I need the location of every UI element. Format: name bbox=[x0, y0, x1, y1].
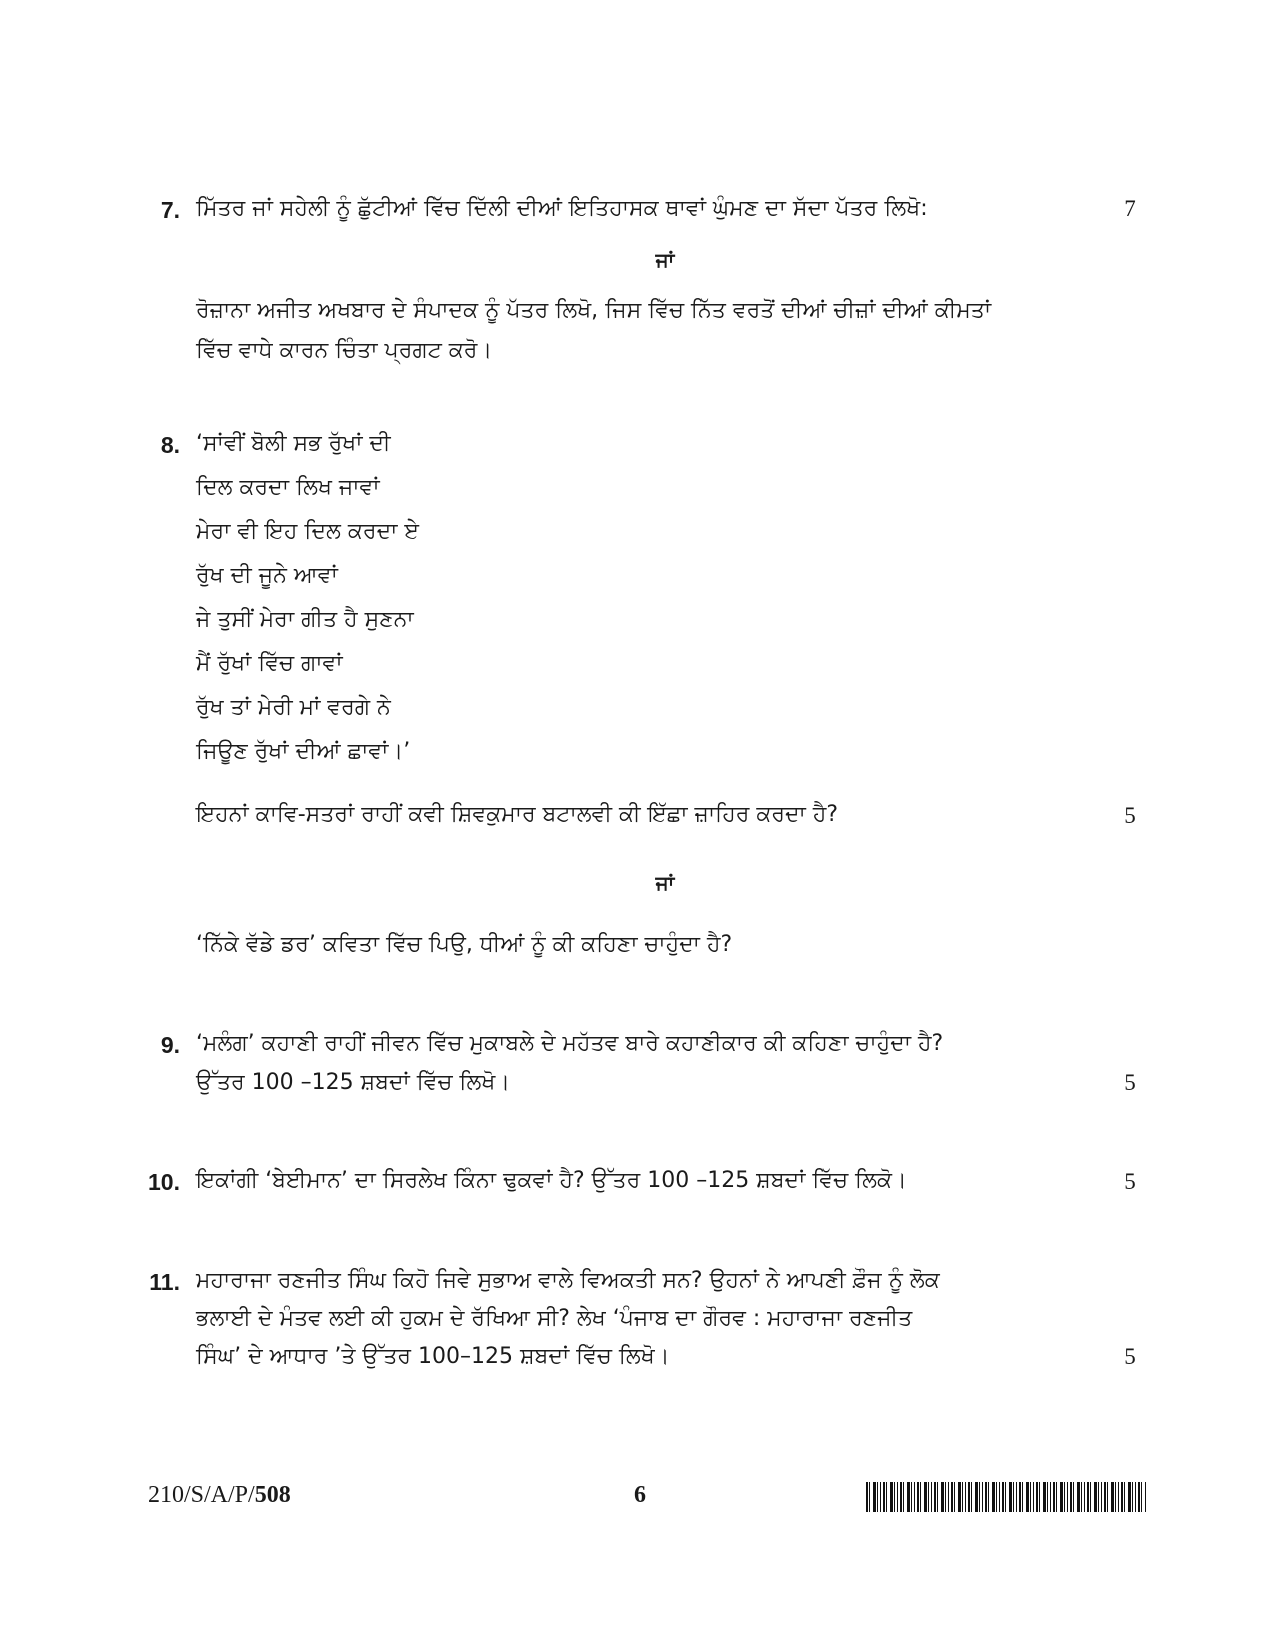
question-number-9: 9. bbox=[160, 1032, 180, 1058]
question-10-text: ਇਕਾਂਗੀ ‘ਬੇਈਮਾਨ’ ਦਾ ਸਿਰਲੇਖ ਕਿੰਨਾ ਢੁਕਵਾਂ ਹੈ? ਉੱਤਰ 100 –125 ਸ਼ਬਦਾਂ ਵਿੱਚ ਲਿਕੋ। bbox=[196, 1168, 907, 1193]
question-8-poem-line-3: ਮੇਰਾ ਵੀ ਇਹ ਦਿਲ ਕਰਦਾ ਏ bbox=[196, 519, 420, 544]
question-7-text: ਮਿੱਤਰ ਜਾਂ ਸਹੇਲੀ ਨੂੰ ਛੁੱਟੀਆਂ ਵਿੱਚ ਦਿੱਲੀ ਦੀਆਂ ਇਤਿਹਾਸਕ ਥਾਵਾਂ ਘੁੰਮਣ ਦਾ ਸੱਦਾ ਪੱਤਰ ਲਿਖੋ: bbox=[196, 196, 928, 221]
question-9-line-2: ਉੱਤਰ 100 –125 ਸ਼ਬਦਾਂ ਵਿੱਚ ਲਿਖੋ। bbox=[196, 1070, 511, 1095]
question-8-poem-line-5: ਜੇ ਤੁਸੀਂ ਮੇਰਾ ਗੀਤ ਹੈ ਸੁਣਨਾ bbox=[196, 607, 414, 632]
page-number: 6 bbox=[634, 1482, 646, 1508]
question-9-marks: 5 bbox=[1124, 1070, 1136, 1095]
paper-code-prefix: 210/S/A/P/ bbox=[148, 1482, 255, 1508]
question-8-alt-text: ‘ਨਿੱਕੇ ਵੱਡੇ ਡਰ’ ਕਵਿਤਾ ਵਿੱਚ ਪਿਉ, ਧੀਆਂ ਨੂੰ ਕੀ ਕਹਿਣਾ ਚਾਹੁੰਦਾ ਹੈ? bbox=[196, 932, 733, 957]
question-8-poem-line-7: ਰੁੱਖ ਤਾਂ ਮੇਰੀ ਮਾਂ ਵਰਗੇ ਨੇ bbox=[196, 695, 391, 720]
question-8-poem-line-8: ਜਿਊਣ ਰੁੱਖਾਂ ਦੀਆਂ ਛਾਵਾਂ।’ bbox=[196, 739, 411, 764]
question-number-7: 7. bbox=[160, 197, 180, 223]
question-8-poem-line-4: ਰੁੱਖ ਦੀ ਜੂਨੇ ਆਵਾਂ bbox=[196, 563, 338, 588]
question-8-poem-line-2: ਦਿਲ ਕਰਦਾ ਲਿਖ ਜਾਵਾਂ bbox=[196, 475, 380, 500]
question-11-line-3: ਸਿੰਘ’ ਦੇ ਆਧਾਰ ’ਤੇ ਉੱਤਰ 100–125 ਸ਼ਬਦਾਂ ਵਿੱਚ ਲਿਖੋ। bbox=[196, 1344, 670, 1369]
question-7-alt-line-2: ਵਿੱਚ ਵਾਧੇ ਕਾਰਨ ਚਿੰਤਾ ਪ੍ਰਗਟ ਕਰੋ। bbox=[196, 338, 493, 363]
question-10-marks: 5 bbox=[1124, 1169, 1136, 1194]
question-7-marks: 7 bbox=[1124, 196, 1136, 221]
question-7-alt-line-1: ਰੋਜ਼ਾਨਾ ਅਜੀਤ ਅਖਬਾਰ ਦੇ ਸੰਪਾਦਕ ਨੂੰ ਪੱਤਰ ਲਿਖੋ, ਜਿਸ ਵਿੱਚ ਨਿੱਤ ਵਰਤੋਂ ਦੀਆਂ ਚੀਜ਼ਾਂ ਦੀਆਂ ਕੀਮਤਾਂ bbox=[196, 298, 992, 323]
question-9-line-1: ‘ਮਲੰਗ’ ਕਹਾਣੀ ਰਾਹੀਂ ਜੀਵਨ ਵਿੱਚ ਮੁਕਾਬਲੇ ਦੇ ਮਹੱਤਵ ਬਾਰੇ ਕਹਾਣੀਕਾਰ ਕੀ ਕਹਿਣਾ ਚਾਹੁੰਦਾ ਹੈ? bbox=[196, 1031, 944, 1056]
question-11-line-2: ਭਲਾਈ ਦੇ ਮੰਤਵ ਲਈ ਕੀ ਹੁਕਮ ਦੇ ਰੱਖਿਆ ਸੀ? ਲੇਖ ‘ਪੰਜਾਬ ਦਾ ਗੌਰਵ : ਮਹਾਰਾਜਾ ਰਣਜੀਤ bbox=[196, 1306, 913, 1331]
question-8-marks: 5 bbox=[1124, 803, 1136, 828]
question-8-poem-line-1: ‘ਸਾਂਵੀਂ ਬੋਲੀ ਸਭ ਰੁੱਖਾਂ ਦੀ bbox=[196, 431, 391, 456]
question-8-or: ਜਾਂ bbox=[655, 871, 675, 895]
paper-code bbox=[148, 1480, 291, 1510]
paper-code-suffix: 508 bbox=[254, 1482, 291, 1508]
question-number-10: 10. bbox=[148, 1169, 180, 1195]
question-number-8: 8. bbox=[160, 432, 180, 458]
question-11-line-1: ਮਹਾਰਾਜਾ ਰਣਜੀਤ ਸਿੰਘ ਕਿਹੋ ਜਿਵੇ ਸੁਭਾਅ ਵਾਲੇ ਵਿਅਕਤੀ ਸਨ? ਉਹਨਾਂ ਨੇ ਆਪਣੀ ਫ਼ੌਜ ਨੂੰ ਲੋਕ bbox=[196, 1268, 940, 1293]
question-11-marks: 5 bbox=[1124, 1344, 1136, 1369]
question-8-poem-line-6: ਮੈਂ ਰੁੱਖਾਂ ਵਿੱਚ ਗਾਵਾਂ bbox=[196, 651, 343, 676]
question-number-11: 11. bbox=[149, 1269, 180, 1295]
barcode bbox=[866, 1482, 1146, 1512]
question-7-or: ਜਾਂ bbox=[655, 248, 675, 272]
question-8-text: ਇਹਨਾਂ ਕਾਵਿ-ਸਤਰਾਂ ਰਾਹੀਂ ਕਵੀ ਸ਼ਿਵਕੁਮਾਰ ਬਟਾਲਵੀ ਕੀ ਇੱਛਾ ਜ਼ਾਹਿਰ ਕਰਦਾ ਹੈ? bbox=[196, 802, 839, 827]
